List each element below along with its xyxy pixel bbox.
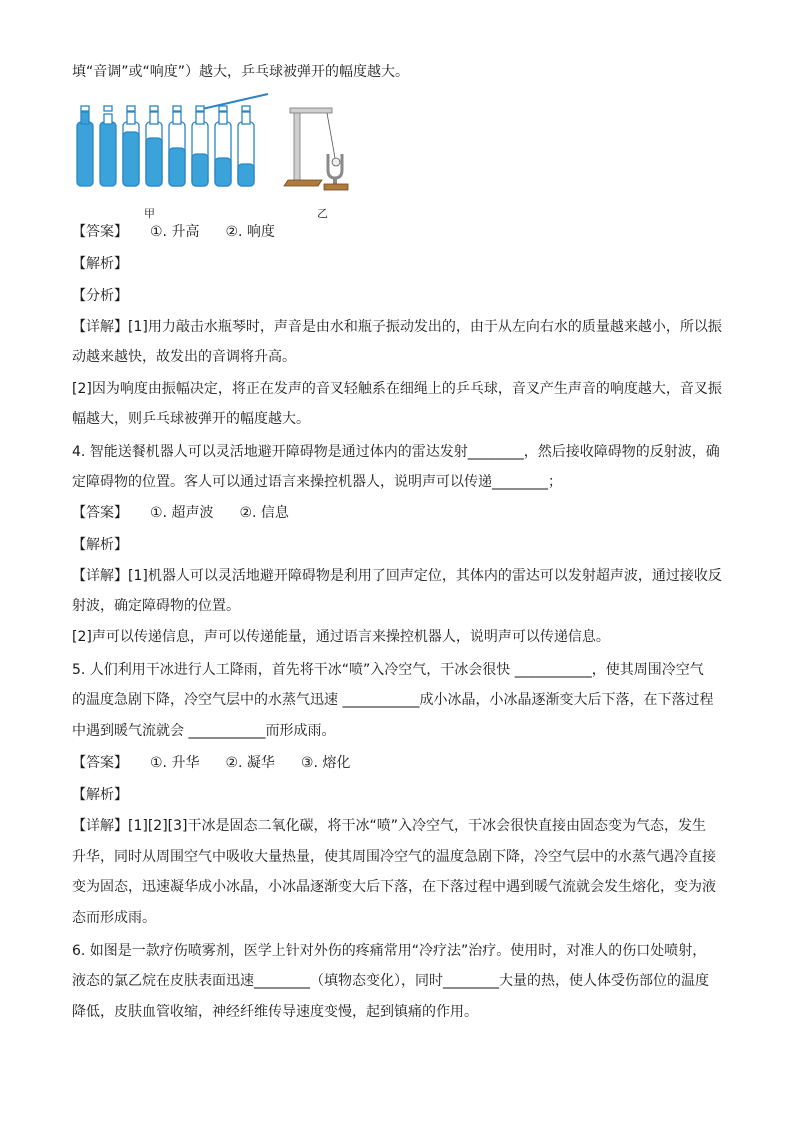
q3-answer-1: ①. 升高	[150, 224, 200, 240]
q3-detail-2b: 幅越大，则乒乓球被弹开的幅度越大。	[72, 411, 310, 427]
q5-answer-3: ③. 熔化	[300, 755, 351, 771]
q3-jiexi: 【解析】	[72, 256, 128, 272]
q3-detail-1a: 【详解】[1]用力敲击水瓶琴时，声音是由水和瓶子振动发出的，由于从左向右水的质量越来越小，所以振	[72, 319, 722, 335]
q3-detail-1b: 动越来越快，故发出的音调将升高。	[72, 349, 296, 365]
q5-jiexi: 【解析】	[72, 787, 128, 803]
q3-answer-label: 【答案】	[72, 224, 128, 240]
bottle-7	[215, 106, 231, 186]
q4-jiexi: 【解析】	[72, 537, 128, 553]
q5-answer-line	[72, 753, 350, 773]
bottle-1	[77, 106, 93, 186]
q3-detail-2a: [2]因为响度由振幅决定，将正在发声的音叉轻触系在细绳上的乒乓球，音叉产生声音的响度越大，音叉振	[72, 381, 722, 397]
q5-detail-b: 升华，同时从周围空气中吸收大量热量，使其周围冷空气的温度急剧下降，冷空气层中的水蒸气遇冷直接	[72, 849, 716, 865]
q5-detail-a: 【详解】[1][2][3]干冰是固态二氧化碳，将干冰“喷”入冷空气，干冰会很快直接由固态变为气态，发生	[72, 818, 706, 834]
figure-area	[72, 92, 372, 222]
q6-line-3: 降低，皮肤血管收缩，神经纤维传导速度变慢，起到镇痛的作用。	[72, 1004, 478, 1020]
q4-line-2: 定障碍物的位置。客人可以通过语言来操控机器人，说明声可以传递________；	[72, 474, 562, 490]
q4-line-1: 4. 智能送餐机器人可以灵活地避开障碍物是通过体内的雷达发射________，然后接收障碍物的反射波，确	[72, 444, 720, 460]
q5-line-3: 中遇到暖气流就会 ___________而形成雨。	[72, 723, 336, 739]
q5-detail-c: 变为固态，迅速凝华成小冰晶，小冰晶逐渐变大后下落，在下落过程中遇到暖气流就会发生熔化，变为液	[72, 879, 716, 895]
q5-answer-label: 【答案】	[72, 755, 128, 771]
bottle-8	[238, 106, 254, 186]
q6-line-1: 6. 如图是一款疗伤喷雾剂，医学上针对外伤的疼痛常用“冷疗法”治疗。使用时，对准人的伤口处喷射，	[72, 943, 707, 959]
q5-line-1: 5. 人们利用干冰进行人工降雨，首先将干冰“喷”入冷空气，干冰会很快 ___________，使其周围冷空气	[72, 662, 704, 678]
q4-detail-1b: 射波，确定障碍物的位置。	[72, 598, 240, 614]
figure-label-right: 乙	[317, 207, 328, 220]
bottle-2	[100, 106, 116, 186]
bottle-4	[146, 106, 162, 186]
q6-line-2: 液态的氯乙烷在皮肤表面迅速________（填物态变化），同时________大量的热，使人体受伤部位的温度	[72, 973, 709, 989]
intro-line: 填“音调”或“响度”）越大，乒乓球被弹开的幅度越大。	[72, 64, 410, 80]
bottle-6	[192, 106, 208, 186]
bottles	[77, 106, 254, 186]
q3-fenxi: 【分析】	[72, 288, 128, 304]
bottle-3	[123, 106, 139, 186]
q4-answer-label: 【答案】	[72, 505, 128, 521]
q4-answer-2: ②. 信息	[239, 505, 289, 521]
q5-answer-1: ①. 升华	[150, 755, 200, 771]
q4-detail-1a: 【详解】[1]机器人可以灵活地避开障碍物是利用了回声定位，其体内的雷达可以发射超声波，通过接收反	[72, 568, 722, 584]
q4-detail-2: [2]声可以传递信息，声可以传递能量，通过语言来操控机器人，说明声可以传递信息。	[72, 629, 610, 645]
q4-answer-1: ①. 超声波	[150, 505, 214, 521]
figure-label-left: 甲	[144, 207, 155, 220]
q4-answer-line	[72, 503, 289, 523]
striker-line	[202, 94, 268, 109]
q3-answer-2: ②. 响度	[225, 224, 275, 240]
tuning-fork-stand	[284, 108, 348, 190]
bottle-5	[169, 106, 185, 186]
figure-svg	[72, 92, 372, 222]
q5-line-2: 的温度急剧下降，冷空气层中的水蒸气迅速 ___________成小冰晶，小冰晶逐渐变大后下落，在下落过程	[72, 692, 714, 708]
q3-answer-line	[72, 222, 275, 242]
q5-detail-d: 态而形成雨。	[72, 910, 156, 926]
q5-answer-2: ②. 凝华	[225, 755, 275, 771]
